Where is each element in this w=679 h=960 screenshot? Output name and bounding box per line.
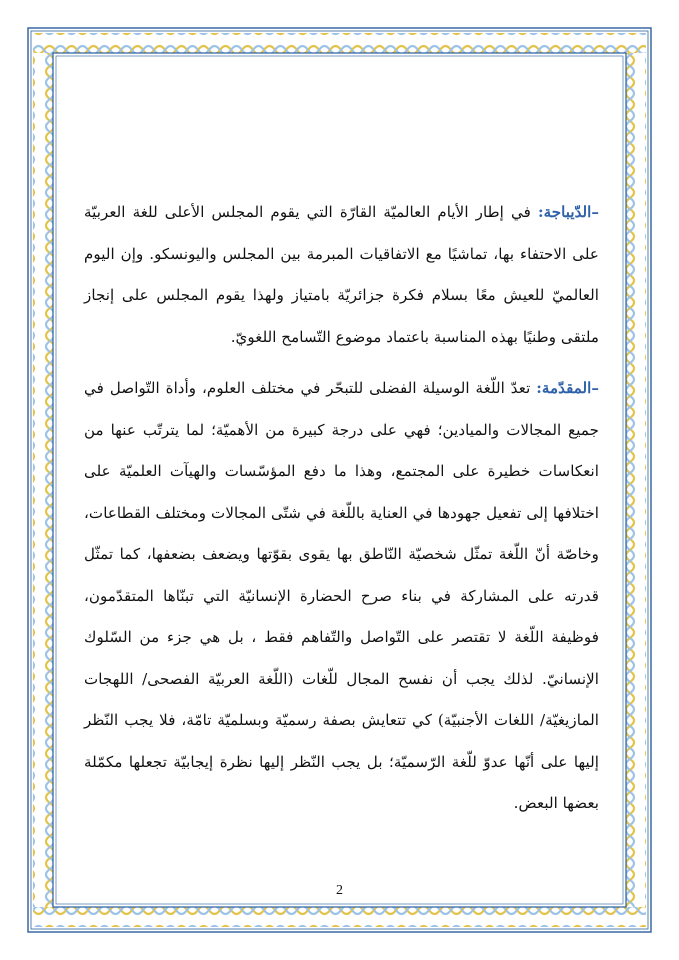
preamble-paragraph <box>84 192 599 358</box>
page-number: 2 <box>336 883 343 898</box>
introduction-paragraph <box>84 368 599 825</box>
preamble-text: في إطار الأيام العالميّة القارّة التي يقوم المجلس الأعلى للغة العربيّة على الاحتفاء بها، تماشيًا مع الاتفاقيات المبرمة بين المجلس واليونسكو. وإن اليوم العالميّ للعيش معًا بسلام فكرة جزائريّة بامتياز ولهذا يقوم المجلس على إنجاز ملتقى وطنيًا بهذه المناسبة باعتماد موضوع التّسامح اللغويّ. <box>84 203 599 346</box>
introduction-text: تعدّ اللّغة الوسيلة الفضلى للتبحّر في مختلف العلوم، وأداة التّواصل في جميع المجالات والميادين؛ فهي على درجة كبيرة من الأهميّة؛ لما يترتّب عنها من انعكاسات خطيرة على المجتمع، وهذا ما دفع المؤسّسات والهيآت العلميّة على اختلافها إلى تفعيل جهودها في العناية باللّغة في شتّى المجالات ومختلف القطاعات، وخاصّة أنّ اللّغة تمثّل شخصيّة النّاطق بها يقوى بقوّتها ويضعف بضعفها، كما تمثّل قدرته على المشاركة في بناء صرح الحضارة الإنسانيّة التي تبنّاها المتقدّمون، فوظيفة اللّغة لا تقتصر على التّواصل والتّفاهم فقط ، بل هي جزء من السّلوك الإنسانيّ. لذلك يجب أن نفسح المجال للّغات (اللّغة العربيّة الفصحى/ اللهجات المازيغيّة/ اللغات الأجنبيّة) كي تتعايش بصفة رسميّة وبسلميّة تامّة، فلا يجب النّظر إليها على أنّها عدوّ للّغة الرّسميّة؛ بل يجب النّظر إليها نظرة إيجابيّة تجعلها مكمّلة بعضها البعض. <box>84 379 599 812</box>
preamble-label: –الدّيباجة: <box>538 203 599 221</box>
document-body <box>84 192 599 825</box>
introduction-label: –المقدّمة: <box>536 379 599 397</box>
